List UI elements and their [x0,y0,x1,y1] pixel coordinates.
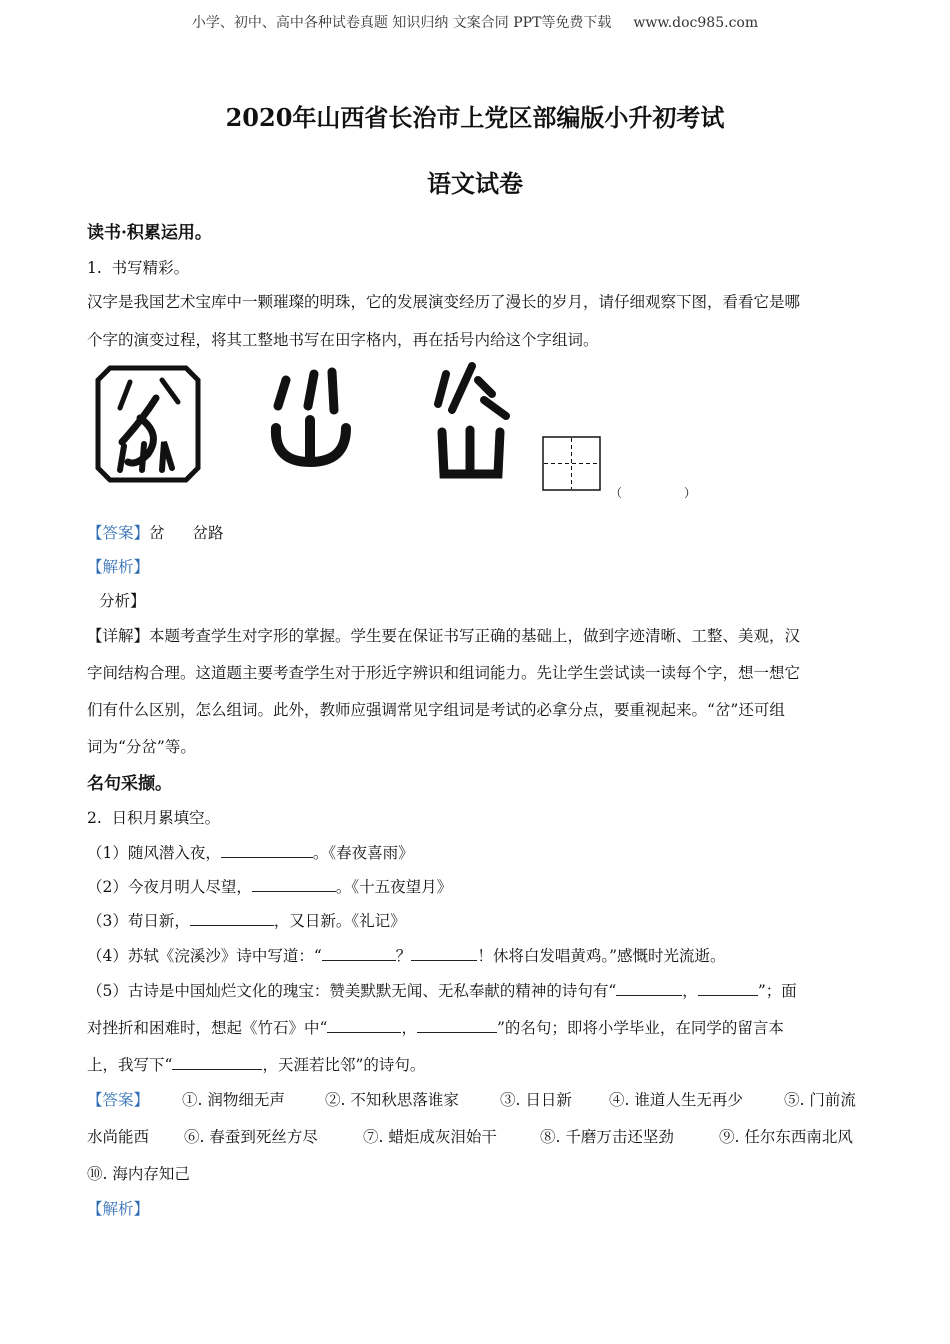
item-text: ， [401,1019,417,1037]
answer-tag: 【答案】 [87,524,150,542]
q2-item-4 [87,944,726,966]
item-text: （4）苏轼《浣溪沙》诗中写道：“ [87,947,322,965]
q1-analysis-label: 分析】 [99,592,146,610]
writing-grid-box[interactable] [542,436,602,492]
ancient-glyph-framed-image [92,362,204,486]
q2-analysis-tag: 【解析】 [87,1200,150,1218]
q2-answer-10: ⑩. 海内存知己 [87,1165,190,1183]
fill-blank[interactable] [616,981,682,996]
item-text: 对挫折和困难时，想起《竹石》中“ [87,1019,328,1037]
header-text: 小学、初中、高中各种试卷真题 知识归纳 文案合同 PPT等免费下载 [191,15,612,31]
item-text: ， [682,982,698,1000]
q1-answer-line [87,521,224,543]
question-1-intro-line2: 个字的演变过程，将其工整地书写在田字格内，再在括号内给这个字组词。 [87,331,599,349]
item-text: ！休将白发唱黄鸡。”感慨时光流逝。 [477,947,726,965]
page-header [0,12,950,32]
question-number: 1. [87,259,102,277]
q2-answer-tag: 【答案】 [87,1091,150,1109]
fill-blank[interactable] [190,911,274,926]
item-text: （2）今夜月明人尽望， [87,878,252,896]
item-text: ，又日新。《礼记》 [273,912,406,930]
item-text: ，天涯若比邻”的诗句。 [262,1056,426,1074]
q2-item-1 [87,841,414,863]
fill-blank[interactable] [172,1055,262,1070]
fill-blank[interactable] [327,1018,401,1033]
q2-answer-5a: ⑤. 门前流 [784,1091,856,1109]
q2-answer-5b: 水尚能西 [87,1128,150,1146]
page-title: 2020年山西省长治市上党区部编版小升初考试 [225,103,725,132]
q1-detail-line4: 词为“分岔”等。 [87,738,196,756]
fill-blank[interactable] [322,946,396,961]
item-text: ”的名句；即将小学毕业，在同学的留言本 [496,1019,784,1037]
question-label: 书写精彩。 [111,259,190,277]
q1-detail-line3: 们有什么区别，怎么组词。此外，教师应强调常见字组词是考试的必拿分点，要重视起来。“岔”还可组 [87,701,785,719]
q1-detail-line1: 【详解】本题考查学生对字形的掌握。学生要在保证书写正确的基础上，做到字迹清晰、工整、美观，汉 [87,627,801,645]
q2-answer-9: ⑨. 任尔东西南北风 [719,1128,853,1146]
ancient-glyph-seal-image [432,360,512,480]
q2-answer-1: ①. 润物细无声 [182,1091,285,1109]
answer-char: 岔 [149,524,165,542]
item-text: ”；面 [757,982,797,1000]
fill-blank[interactable] [698,981,758,996]
item-text: （5）古诗是中国灿烂文化的瑰宝：赞美默默无闻、无私奉献的精神的诗句有“ [87,982,617,1000]
q2-answer-7: ⑦. 蜡炬成灰泪始干 [363,1128,497,1146]
section-heading-reading: 读书·积累运用。 [87,223,212,243]
item-text: 。《十五夜望月》 [335,878,453,896]
q2-answer-3: ③. 日日新 [500,1091,572,1109]
q2-item-5-line1 [87,979,797,1001]
answer-word: 岔路 [192,524,224,542]
fill-blank[interactable] [252,877,336,892]
item-text: ？ [395,947,412,965]
q2-answer-8: ⑧. 千磨万击还坚劲 [540,1128,674,1146]
ancient-glyph-bronze-image [268,366,356,470]
q2-answer-4: ④. 谁道人生无再少 [609,1091,743,1109]
fill-blank[interactable] [411,946,477,961]
q2-item-2 [87,875,452,897]
q2-item-3 [87,909,406,931]
page-subtitle: 语文试卷 [427,169,523,198]
header-site[interactable]: www.doc985.com [633,15,759,31]
section-heading-quotes: 名句采撷。 [87,774,172,794]
fill-blank[interactable] [417,1018,497,1033]
q2-item-5-line2 [87,1016,784,1038]
question-label: 日积月累填空。 [111,809,221,827]
question-number: 2. [87,809,102,827]
paren-close: ） [684,486,697,500]
word-answer-blank[interactable] [610,484,696,501]
q2-answer-2: ②. 不知秋思落谁家 [325,1091,459,1109]
q2-item-5-line3 [87,1053,425,1075]
question-1-intro-line1: 汉字是我国艺术宝库中一颗璀璨的明珠，它的发展演变经历了漫长的岁月，请仔细观察下图，看看它是哪 [87,293,801,311]
q2-answer-6: ⑥. 春蚕到死丝方尽 [184,1128,318,1146]
q1-detail-line2: 字间结构合理。这道题主要考查学生对于形近字辨识和组词能力。先让学生尝试读一读每个字，想一想它 [87,664,801,682]
paren-open: （ [610,486,623,500]
question-2-title [87,806,220,828]
item-text: 。《春夜喜雨》 [312,844,414,862]
q1-analysis-tag: 【解析】 [87,558,150,576]
fill-blank[interactable] [221,843,313,858]
question-1-title [87,256,189,278]
item-text: （1）随风潜入夜， [87,844,221,862]
item-text: （3）苟日新， [87,912,190,930]
item-text: 上，我写下“ [87,1056,173,1074]
